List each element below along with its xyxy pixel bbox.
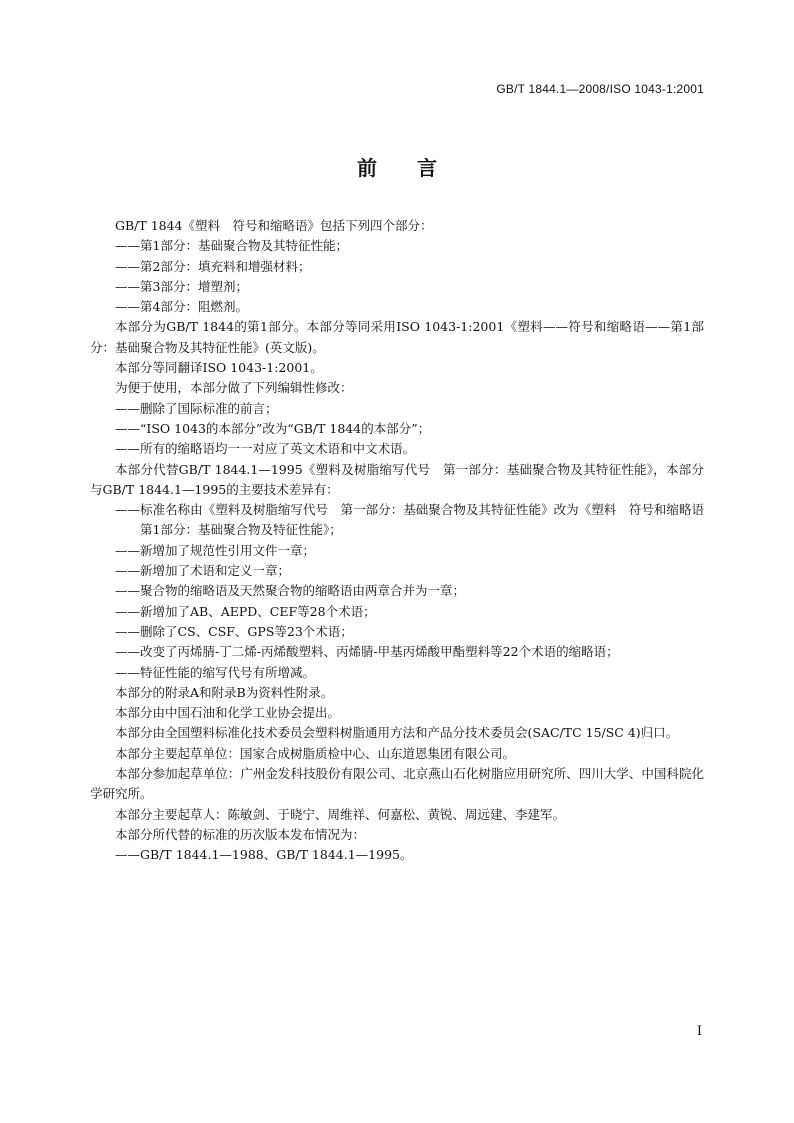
- paragraph-drafters: 本部分主要起草人：陈敏剑、于晓宁、周维祥、何嘉松、黄锐、周远建、李建军。: [115, 806, 566, 822]
- list-item-part-1: ——第1部分：基础聚合物及其特征性能；: [115, 238, 348, 254]
- list-item-part-3: ——第3部分：增塑剂；: [115, 278, 248, 294]
- page-title: 前言: [357, 156, 477, 180]
- paragraph-committee: 本部分由全国塑料标准化技术委员会塑料树脂通用方法和产品分技术委员会(SAC/TC 15/SC 4)归口。: [115, 725, 679, 741]
- page-number: I: [696, 1024, 702, 1039]
- paragraph-adoption: 本部分为GB/T 1844的第1部分。本部分等同采用ISO 1043-1:2001《塑料——符号和缩略语——第1部分：基础聚合物及其特征性能》(英文版)。: [90, 319, 704, 355]
- list-item-difference: ——新增加了规范性引用文件一章；: [115, 542, 316, 558]
- list-item-difference: ——聚合物的缩略语及天然聚合物的缩略语由两章合并为一章；: [115, 583, 466, 599]
- list-item-difference: ——新增加了术语和定义一章；: [115, 563, 291, 579]
- paragraph-parts-intro: GB/T 1844《塑料 符号和缩略语》包括下列四个部分：: [115, 218, 433, 233]
- list-item-part-2: ——第2部分：填充料和增强材料；: [115, 258, 311, 274]
- paragraph-annexes: 本部分的附录A和附录B为资料性附录。: [115, 684, 334, 700]
- list-item-history: ——GB/T 1844.1—1988、GB/T 1844.1—1995。: [115, 847, 413, 863]
- list-item-editorial: ——“ISO 1043的本部分”改为“GB/T 1844的本部分”；: [115, 420, 431, 436]
- paragraph-history-intro: 本部分所代替的标准的历次版本发布情况为：: [115, 826, 366, 842]
- paragraph-editorial-intro: 为便于使用，本部分做了下列编辑性修改：: [115, 380, 353, 396]
- list-item-editorial: ——删除了国际标准的前言；: [115, 400, 278, 416]
- list-item-difference: ——删除了CS、CSF、GPS等23个术语；: [115, 623, 353, 639]
- paragraph-main-drafters-org: 本部分主要起草单位：国家合成树脂质检中心、山东道恩集团有限公司。: [115, 745, 516, 761]
- list-item-editorial: ——所有的缩略语均一一对应了英文术语和中文术语。: [115, 441, 416, 457]
- list-item-difference: ——标准名称由《塑料及树脂缩写代号 第一部分：基础聚合物及其特征性能》改为《塑料 符号和缩略语 第1部分：基础聚合物及特征性能》；: [115, 502, 717, 538]
- paragraph-participating-orgs: 本部分参加起草单位：广州金发科技股份有限公司、北京燕山石化树脂应用研究所、四川大学、中国科院化学研究所。: [90, 766, 704, 802]
- paragraph-proposer: 本部分由中国石油和化学工业协会提出。: [115, 705, 341, 721]
- list-item-difference: ——特征性能的缩写代号有所增减。: [115, 664, 316, 680]
- list-item-part-4: ——第4部分：阻燃剂。: [115, 299, 248, 315]
- paragraph-replacement: 本部分代替GB/T 1844.1—1995《塑料及树脂缩写代号 第一部分：基础聚合物及其特征性能》，本部分与GB/T 1844.1—1995的主要技术差异有：: [90, 461, 704, 497]
- standard-code-header: GB/T 1844.1—2008/ISO 1043-1:2001: [496, 82, 704, 96]
- foreword-body: [90, 216, 717, 866]
- paragraph-translation: 本部分等同翻译ISO 1043-1:2001。: [115, 360, 323, 376]
- list-item-difference: ——改变了丙烯腈-丁二烯-丙烯酸塑料、丙烯腈-甲基丙烯酸甲酯塑料等22个术语的缩略语；: [115, 644, 619, 660]
- list-item-difference: ——新增加了AB、AEPD、CEF等28个术语；: [115, 603, 376, 619]
